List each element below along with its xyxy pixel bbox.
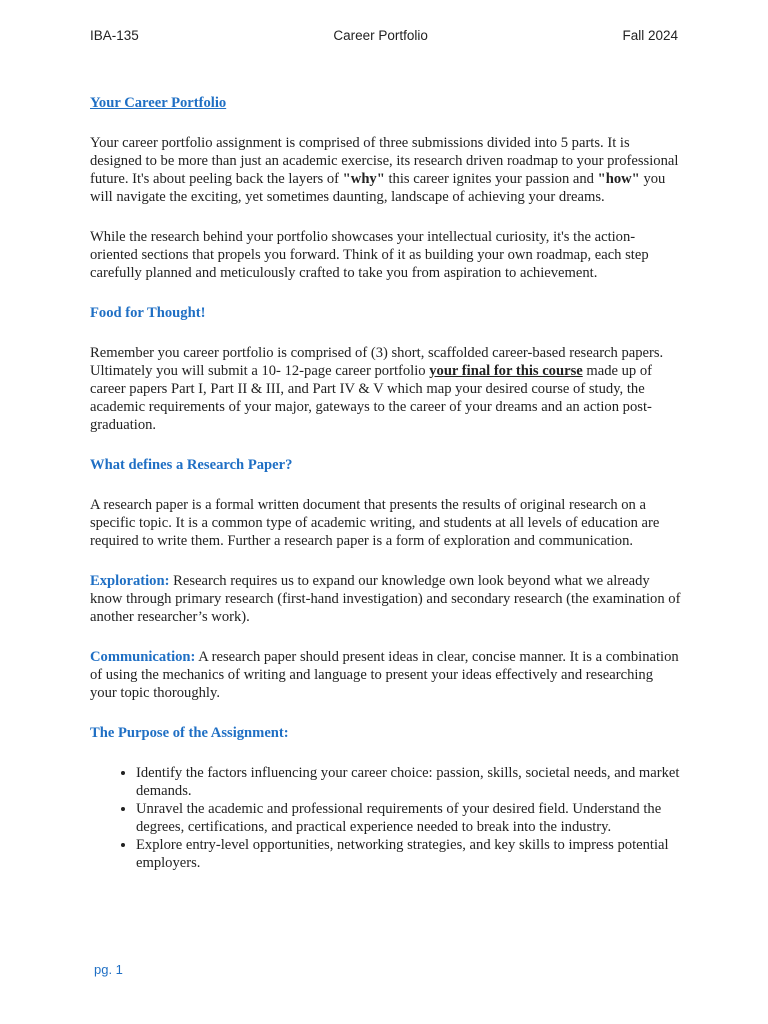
purpose-list [90,764,682,872]
food-paragraph [90,344,682,434]
intro-why: "why" [342,171,385,187]
intro-text-2: this career ignites your passion and [384,171,598,187]
intro-text-3: you will navigate the exciting, yet sometimes daunting, landscape of achieving your dreams. [90,171,666,205]
purpose-heading: The Purpose of the Assignment: [90,725,289,741]
research-heading: What defines a Research Paper? [90,457,293,473]
purpose-item: • Identify the factors influencing your career choice: passion, skills, societal needs, and market demands. [136,764,682,800]
intro-how: "how" [597,171,640,187]
exploration-paragraph [90,572,682,626]
food-emphasis: your final for this course [429,363,583,379]
doc-title-para [90,94,682,112]
purpose-item: • Explore entry-level opportunities, networking strategies, and key skills to impress potential employers. [136,836,682,872]
communication-label: Communication: [90,649,196,665]
food-text-1: Remember you career portfolio is comprised of (3) short, scaffolded career-based research papers. Ultimately you will submit a 10- 12-page career portfolio [90,345,664,379]
header-term: Fall 2024 [622,28,678,43]
document-body [90,94,682,872]
header-course: IBA-135 [90,28,139,43]
exploration-label: Exploration: [90,573,170,589]
communication-paragraph [90,648,682,702]
page-number: pg. 1 [94,962,123,977]
page-header [90,28,678,43]
food-heading: Food for Thought! [90,305,206,321]
communication-text: A research paper should present ideas in clear, concise manner. It is a combination of using the mechanics of writing and language to present your ideas effectively and researching your topic thoroughly. [90,649,679,701]
header-title: Career Portfolio [333,28,428,43]
doc-title-link[interactable]: Your Career Portfolio [90,95,227,111]
second-paragraph: While the research behind your portfolio showcases your intellectual curiosity, it's the action-oriented sections that propels you forward. Think of it as building your own roadmap, each step carefully planned and meticulously crafted to take you from aspiration to achievement. [90,229,649,281]
intro-paragraph [90,134,682,206]
exploration-text: Research requires us to expand our knowledge own look beyond what we already know through primary research (first-hand investigation) and secondary research (the examination of another researcher’s work). [90,573,681,625]
research-paragraph: A research paper is a formal written document that presents the results of original research on a specific topic. It is a common type of academic writing, and students at all levels of education are required to write them. Further a research paper is a form of exploration and communication. [90,497,660,549]
food-text-2: made up of career papers Part I, Part II & III, and Part IV & V which map your desired course of study, the academic requirements of your major, gateways to the career of your dreams and an action post-graduation. [90,363,653,433]
purpose-item: • Unravel the academic and professional requirements of your desired field. Understand the degrees, certifications, and practical experience needed to break into the industry. [136,800,682,836]
intro-text-1: Your career portfolio assignment is comprised of three submissions divided into 5 parts. It is designed to be more than just an academic exercise, its research driven roadmap to your professional future. It's about peeling back the layers of [90,135,679,187]
